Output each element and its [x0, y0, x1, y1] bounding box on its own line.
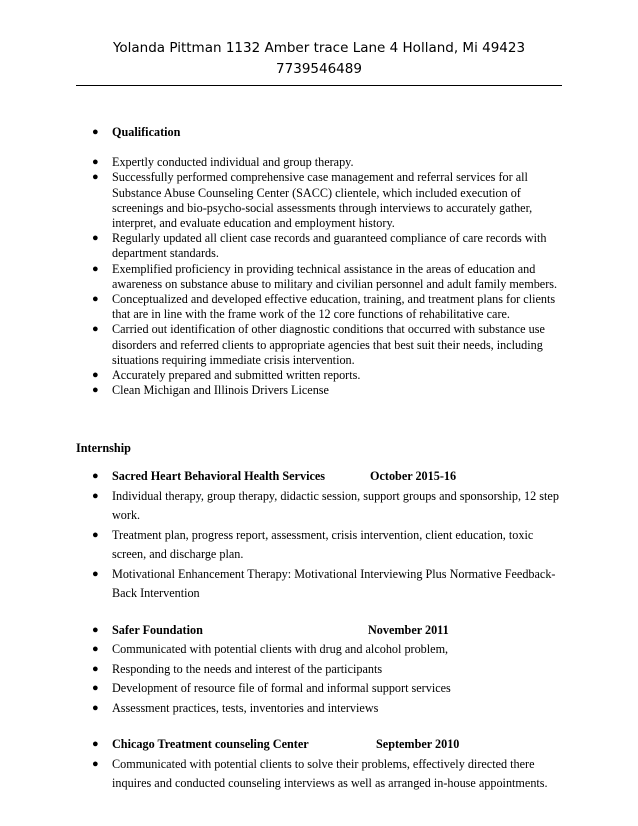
- bullet-icon: ●: [92, 232, 99, 245]
- list-item: ● Motivational Enhancement Therapy: Motivational Interviewing Plus Normative Feedback-Back Intervention: [92, 566, 556, 600]
- bullet-icon: ●: [92, 757, 99, 770]
- bullet-icon: ●: [92, 489, 99, 502]
- qualifications-heading: ● Qualification: [92, 125, 181, 139]
- position-date: October 2015-16: [370, 469, 457, 483]
- bullet-icon: ●: [92, 323, 99, 336]
- bullet-icon: ●: [92, 171, 99, 184]
- list-item: ● Individual therapy, group therapy, didactic session, support groups and sponsorship, 12 step work.: [92, 488, 559, 522]
- internship-heading: Internship: [76, 441, 131, 455]
- contact-line: Yolanda Pittman 1132 Amber trace Lane 4 Holland, Mi 49423: [112, 40, 526, 56]
- bullet-icon: ●: [92, 384, 99, 397]
- position-date: November 2011: [368, 622, 449, 637]
- bullet-icon: ●: [92, 293, 99, 306]
- position-date: September 2010: [376, 737, 460, 751]
- position-title: ● Safer Foundation November 2011: [0, 621, 638, 641]
- bullet-icon: ●: [92, 738, 99, 750]
- bullet-icon: ●: [92, 156, 99, 169]
- list-item: ● Development of resource file of formal and informal support services: [0, 679, 638, 699]
- bullet-icon: ●: [92, 470, 99, 482]
- bullet-icon: ●: [92, 643, 99, 655]
- bullet-icon: ●: [92, 701, 99, 714]
- bullet-icon: ●: [92, 369, 99, 382]
- bullet-icon: ●: [92, 567, 99, 580]
- document-header: [0, 38, 638, 80]
- list-item: ● Exemplified proficiency in providing technical assistance in the areas of education and awareness on substance abuse to military and civilian personnel and adult family members.: [92, 261, 558, 291]
- list-item: ● Expertly conducted individual and group therapy.: [92, 155, 354, 170]
- list-item: ● Accurately prepared and submitted written reports.: [92, 368, 361, 383]
- bullet-icon: ●: [92, 682, 99, 694]
- internship-list: [0, 467, 638, 794]
- list-item: ● Clean Michigan and Illinois Drivers License: [92, 383, 329, 398]
- bullet-icon: ●: [92, 528, 99, 541]
- qualifications-list: [0, 125, 638, 398]
- phone-number: 7739546489: [276, 61, 362, 77]
- list-item: ● Communicated with potential clients to solve their problems, effectively directed there inquires and conducted counseling interviews as well as arranged in-house appointments.: [92, 756, 548, 790]
- bullet-icon: ●: [92, 262, 99, 275]
- list-item: ● Carried out identification of other diagnostic conditions that occurred with substance use disorders and referred clients to appropriate agencies that best suit their needs, including situations requiring immediate crisis intervention.: [92, 322, 545, 367]
- bullet-icon: ●: [92, 126, 99, 138]
- bullet-icon: ●: [92, 623, 99, 636]
- list-item: ● Regularly updated all client case records and guaranteed compliance of care records with department standards.: [92, 231, 547, 261]
- position-title: ● Chicago Treatment counseling Center September 2010: [0, 735, 638, 755]
- list-item: ● Treatment plan, progress report, assessment, crisis intervention, client education, toxic screen, and discharge plan.: [92, 527, 534, 561]
- list-item: ● Responding to the needs and interest of the participants: [0, 660, 638, 680]
- position-title: ● Sacred Heart Behavioral Health Services October 2015-16: [0, 467, 638, 487]
- list-item: ● Conceptualized and developed effective education, training, and treatment plans for clients that are in line with the frame work of the 12 core functions of rehabilitative care.: [92, 292, 556, 322]
- list-item: ● Assessment practices, tests, inventories and interviews: [0, 699, 638, 719]
- list-item: ● Communicated with potential clients with drug and alcohol problem,: [0, 640, 638, 660]
- bullet-icon: ●: [92, 662, 99, 675]
- header-divider: [76, 85, 562, 86]
- list-item: ● Successfully performed comprehensive case management and referral services for all Substance Abuse Counseling Center (SACC) clientele, which included execution of screenings and bio-psycho-social assessments through interviews to accurately gather, interpret, and evaluate education and employment history.: [92, 170, 533, 231]
